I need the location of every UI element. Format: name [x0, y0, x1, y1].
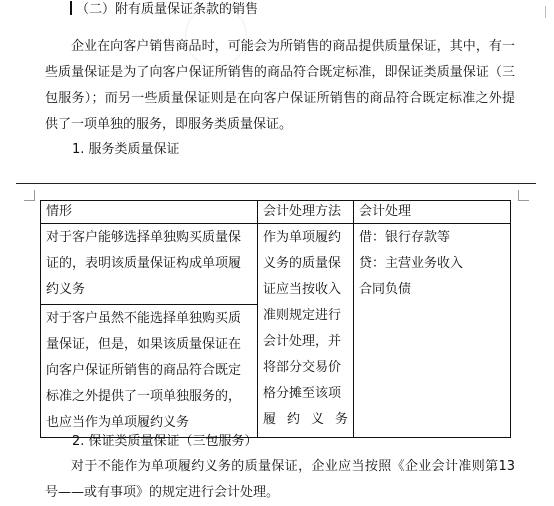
closing-paragraph: 对于不能作为单项履约义务的质量保证，企业应当按照《企业会计准则第13号——或有事项》的规定进行会计处理。	[45, 459, 515, 500]
warranty-table	[40, 200, 511, 438]
header-situation: 情形	[41, 201, 258, 224]
heading-bar	[70, 1, 72, 15]
header-entries: 会计处理	[354, 201, 511, 224]
section-heading	[70, 0, 258, 20]
table-row	[41, 224, 511, 305]
entry-debit: 借：银行存款等	[359, 230, 451, 245]
page-edge-mark	[545, 6, 552, 18]
table-header-row	[41, 201, 511, 224]
method-cell: 作为单项履约义务的质量保证应当按收入准则规定进行会计处理，并将部分交易价格分摊至该项履约义务	[258, 224, 354, 438]
subheading-assurance-warranty: 2. 保证类质量保证（三包服务）	[72, 434, 258, 449]
header-method: 会计处理方法	[258, 201, 354, 224]
entries-cell	[354, 224, 511, 438]
situation-cell-2: 对于客户虽然不能选择单独购买质量保证，但是，如果该质量保证在向客户保证所销售的商品符合既定标准之外提供了一项单独服务的，也应当作为单项履约义务	[41, 305, 258, 438]
entry-credit-revenue: 贷：主营业务收入	[359, 256, 464, 271]
subheading-service-warranty: 1. 服务类质量保证	[72, 142, 180, 157]
section-heading-text: （二）附有质量保证条款的销售	[76, 2, 259, 17]
entry-credit-liability: 合同负债	[359, 282, 412, 297]
page-divider	[16, 183, 536, 184]
crop-mark-left	[24, 190, 35, 201]
intro-paragraph: 企业在向客户销售商品时，可能会为所销售的商品提供质量保证，其中，有一些质量保证是为了向客户保证所销售的商品符合既定标准，即保证类质量保证（三包服务）；而另一些质量保证则是在向客户保证所销售的商品符合既定标准之外提供了一项单独的服务，即服务类质量保证。	[45, 39, 515, 132]
crop-mark-right	[518, 190, 529, 201]
situation-cell-1: 对于客户能够选择单独购买质量保证的，表明该质量保证构成单项履约义务	[41, 224, 258, 305]
